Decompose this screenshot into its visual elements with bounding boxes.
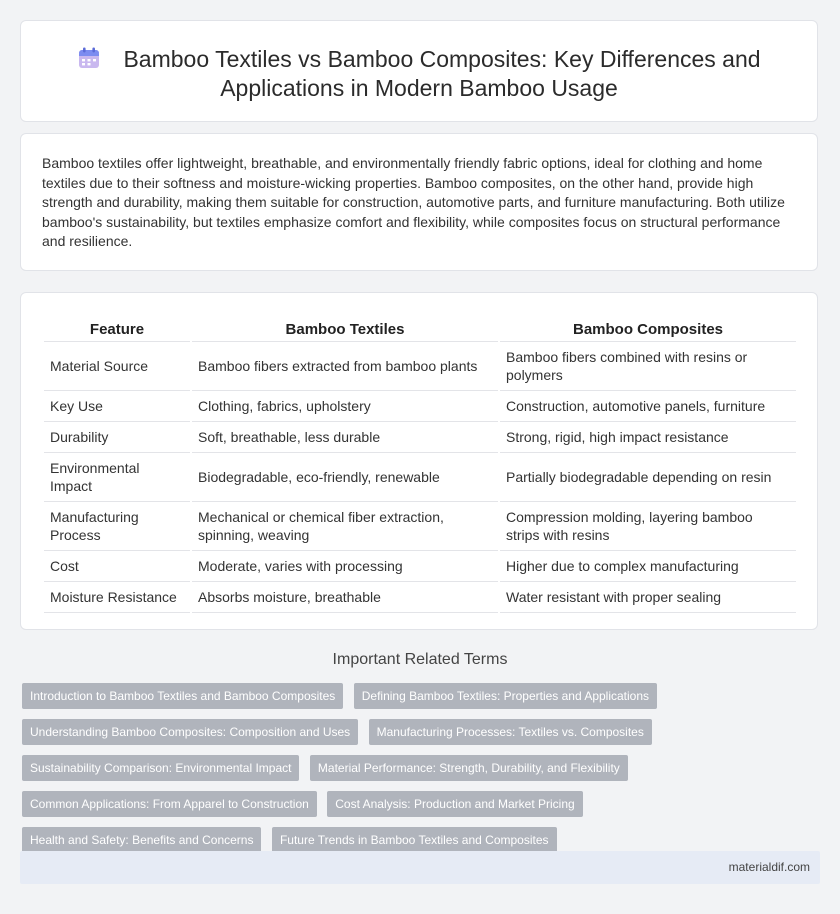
table-row	[44, 502, 796, 551]
related-tag[interactable]: Health and Safety: Benefits and Concerns	[22, 827, 261, 853]
table-cell: Higher due to complex manufacturing	[500, 551, 796, 582]
table-cell: Manufacturing Process	[44, 502, 190, 551]
table-row	[44, 342, 796, 391]
table-cell: Mechanical or chemical fiber extraction, spinning, weaving	[192, 502, 498, 551]
table-cell: Key Use	[44, 391, 190, 422]
table-row	[44, 582, 796, 613]
table-cell: Partially biodegradable depending on resin	[500, 453, 796, 502]
related-tag[interactable]: Common Applications: From Apparel to Construction	[22, 791, 317, 817]
footer-site-link[interactable]: materialdif.com	[728, 860, 810, 874]
table-cell: Strong, rigid, high impact resistance	[500, 422, 796, 453]
related-tag[interactable]: Defining Bamboo Textiles: Properties and Applications	[354, 683, 657, 709]
related-tag[interactable]: Manufacturing Processes: Textiles vs. Composites	[369, 719, 652, 745]
title-wrap	[61, 45, 777, 103]
intro-card	[20, 133, 818, 271]
table-cell: Bamboo fibers extracted from bamboo plants	[192, 342, 498, 391]
related-tag[interactable]: Cost Analysis: Production and Market Pricing	[327, 791, 582, 817]
header-bamboo-composites: Bamboo Composites	[500, 313, 796, 342]
footer	[20, 851, 820, 884]
table-cell: Water resistant with proper sealing	[500, 582, 796, 613]
related-tag[interactable]: Understanding Bamboo Composites: Composition and Uses	[22, 719, 358, 745]
related-tag[interactable]: Material Performance: Strength, Durability, and Flexibility	[310, 755, 628, 781]
table-cell: Absorbs moisture, breathable	[192, 582, 498, 613]
table-cell: Clothing, fabrics, upholstery	[192, 391, 498, 422]
table-row	[44, 422, 796, 453]
table-cell: Compression molding, layering bamboo strips with resins	[500, 502, 796, 551]
table-row	[44, 551, 796, 582]
header-card	[20, 20, 818, 122]
table-cell: Construction, automotive panels, furniture	[500, 391, 796, 422]
header-feature: Feature	[44, 313, 190, 342]
header-bamboo-textiles: Bamboo Textiles	[192, 313, 498, 342]
related-terms-heading: Important Related Terms	[332, 651, 508, 668]
table-cell: Environmental Impact	[44, 453, 190, 502]
page-title	[61, 45, 777, 103]
comparison-table	[42, 313, 798, 613]
page-title-text: Bamboo Textiles vs Bamboo Composites: Key Differences and Applications in Modern Bamboo Usage	[123, 46, 761, 101]
table-header-row	[44, 313, 796, 342]
comparison-card	[20, 292, 818, 630]
related-tag[interactable]: Sustainability Comparison: Environmental Impact	[22, 755, 299, 781]
table-row	[44, 453, 796, 502]
table-cell: Bamboo fibers combined with resins or polymers	[500, 342, 796, 391]
intro-paragraph: Bamboo textiles offer lightweight, breathable, and environmentally friendly fabric options, ideal for clothing and home textiles due to their softness and moisture-wicking properties. Bamboo composites, on the other hand, provide high strength and durability, making them suitable for construction, automotive parts, and furniture manufacturing. Both utilize bamboo's sustainability, but textiles emphasize comfort and flexibility, while composites focus on structural performance and resilience.	[42, 155, 785, 250]
table-cell: Soft, breathable, less durable	[192, 422, 498, 453]
table-cell: Moderate, varies with processing	[192, 551, 498, 582]
calendar-icon	[77, 46, 101, 70]
table-cell: Durability	[44, 422, 190, 453]
table-cell: Material Source	[44, 342, 190, 391]
table-cell: Biodegradable, eco-friendly, renewable	[192, 453, 498, 502]
related-tag[interactable]: Future Trends in Bamboo Textiles and Composites	[272, 827, 557, 853]
table-cell: Cost	[44, 551, 190, 582]
related-terms-tags	[22, 683, 802, 863]
table-row	[44, 391, 796, 422]
table-cell: Moisture Resistance	[44, 582, 190, 613]
related-tag[interactable]: Introduction to Bamboo Textiles and Bamboo Composites	[22, 683, 343, 709]
